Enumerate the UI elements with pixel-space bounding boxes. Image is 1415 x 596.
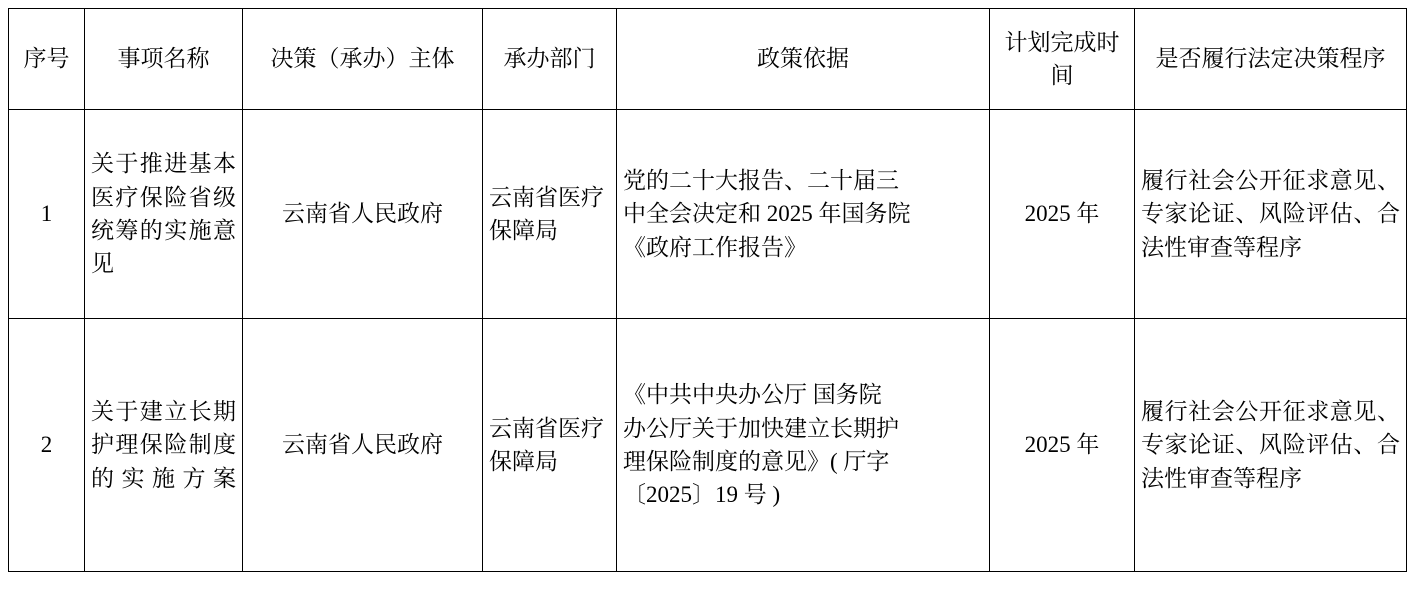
basis-line: 中全会决定和 2025 年国务院 xyxy=(623,201,911,227)
cell-dept: 云南省医疗保障局 xyxy=(483,319,617,572)
policy-decision-table xyxy=(8,8,1407,572)
cell-procedure: 履行社会公开征求意见、专家论证、风险评估、合法性审查等程序 xyxy=(1135,110,1407,319)
basis-line: 理保险制度的意见》( 厅字 xyxy=(623,449,890,474)
column-header-procedure: 是否履行法定决策程序 xyxy=(1135,9,1407,110)
table-row xyxy=(9,110,1407,319)
header-row xyxy=(9,9,1407,110)
cell-seq: 2 xyxy=(9,319,85,572)
cell-procedure: 履行社会公开征求意见、专家论证、风险评估、合法性审查等程序 xyxy=(1135,319,1407,572)
basis-line: 《中共中央办公厅 国务院 xyxy=(623,382,882,408)
cell-basis xyxy=(617,110,990,319)
column-header-seq: 序号 xyxy=(9,9,85,110)
document-page xyxy=(0,8,1415,596)
table-body xyxy=(9,110,1407,572)
cell-dept: 云南省医疗保障局 xyxy=(483,110,617,319)
column-header-time: 计划完成时间 xyxy=(990,9,1135,110)
column-header-dept: 承办部门 xyxy=(483,9,617,110)
column-header-subject: 决策（承办）主体 xyxy=(243,9,483,110)
basis-line: 办公厅关于加快建立长期护 xyxy=(623,415,899,441)
column-header-name: 事项名称 xyxy=(85,9,243,110)
cell-name: 关于推进基本医疗保险省级统筹的实施意见 xyxy=(85,110,243,319)
cell-name: 关于建立长期护理保险制度的实施方案 xyxy=(85,319,243,572)
table-header xyxy=(9,9,1407,110)
basis-line: 《政府工作报告》 xyxy=(623,234,807,260)
basis-line: 党的二十大报告、二十届三 xyxy=(623,167,899,193)
cell-time: 2025 年 xyxy=(990,110,1135,319)
table-row xyxy=(9,319,1407,572)
column-header-basis: 政策依据 xyxy=(617,9,990,110)
cell-seq: 1 xyxy=(9,110,85,319)
cell-basis xyxy=(617,319,990,572)
cell-time: 2025 年 xyxy=(990,319,1135,572)
cell-subject: 云南省人民政府 xyxy=(243,110,483,319)
cell-subject: 云南省人民政府 xyxy=(243,319,483,572)
basis-line: 〔2025〕19 号 ) xyxy=(623,482,781,508)
